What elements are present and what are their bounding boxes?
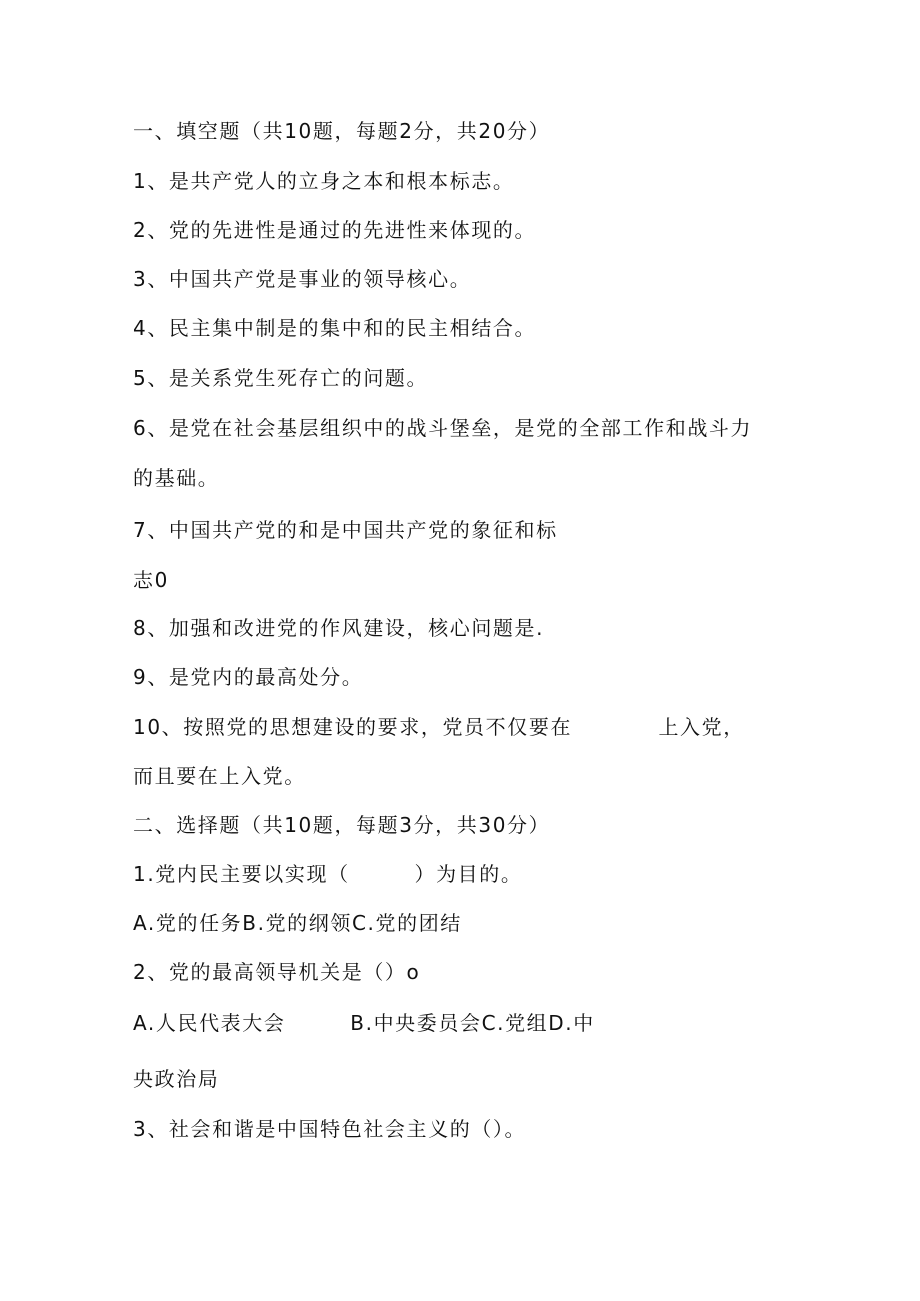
question-line: 8、加强和改进党的作风建设，核心问题是.	[133, 616, 545, 640]
question-line: 2、党的先进性是通过的先进性来体现的。	[133, 218, 537, 242]
question-line: 1.党内民主要以实现（ ）为目的。	[133, 862, 523, 886]
question-line: 3、中国共产党是事业的领导核心。	[133, 267, 472, 291]
question-line: 2、党的最高领导机关是（）o	[133, 960, 421, 984]
question-line-continued: 的基础。	[133, 466, 220, 490]
question-line: 9、是党内的最高处分。	[133, 665, 364, 689]
question-line: 1、是共产党人的立身之本和根本标志。	[133, 169, 515, 193]
question-line-continued: 而且要在上入党。	[133, 764, 306, 788]
question-line: 10、按照党的思想建设的要求，党员不仅要在 上入党，	[133, 715, 745, 739]
question-line: 7、中国共产党的和是中国共产党的象征和标	[133, 518, 558, 542]
answer-options: A.人民代表大会 B.中央委员会C.党组D.中	[133, 1011, 595, 1035]
question-line: 5、是关系党生死存亡的问题。	[133, 366, 429, 390]
question-line: 4、民主集中制是的集中和的民主相结合。	[133, 316, 537, 340]
section-title-multiple-choice: 二、选择题（共10题，每题3分，共30分）	[133, 813, 551, 837]
question-line: 6、是党在社会基层组织中的战斗堡垒，是党的全部工作和战斗力	[133, 416, 753, 440]
question-line-continued: 志0	[133, 568, 169, 592]
question-line: 3、社会和谐是中国特色社会主义的（）。	[133, 1117, 527, 1141]
answer-options: A.党的任务B.党的纲领C.党的团结	[133, 911, 462, 935]
section-title-fill-in: 一、填空题（共10题，每题2分，共20分）	[133, 119, 551, 143]
answer-options-continued: 央政治局	[133, 1067, 220, 1091]
